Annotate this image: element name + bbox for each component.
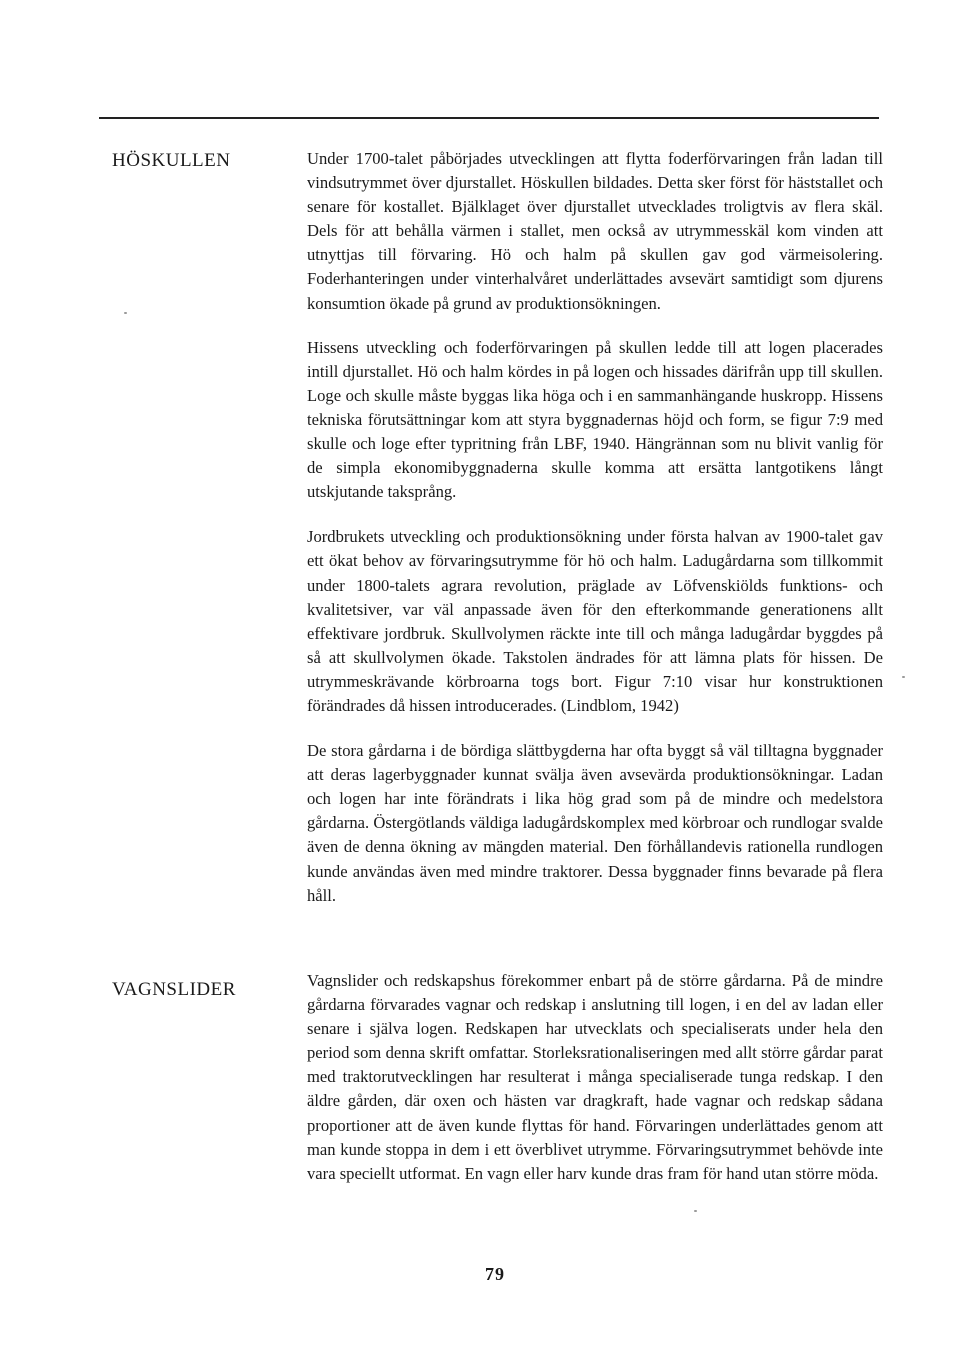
section-body-hoskullen [307, 147, 883, 908]
scan-speck [124, 312, 127, 314]
paragraph: Under 1700-talet påbörjades utvecklingen att flytta foderförvaringen från ladan till vindsutrymmet över djurstallet. Höskullen bildades. Detta sker först för häststallet och senare för kostallet. Bjälklaget över djurstallet utvecklades troligtvis av flera skäl. Dels för att behålla värmen i stallet, men också av utrymmesskäl kom vinden att utnyttjas till förvaring. Hö och halm på skullen gav god värmeisolering. Foderhanteringen under vinterhalvåret underlättades avsevärt samtidigt som djurens konsumtion ökade på grund av produktionsökningen. [307, 149, 883, 313]
paragraph: Vagnslider och redskapshus förekommer enbart på de större gårdarna. På de mindre gårdarna förvarades vagnar och redskap i anslutning till logen, i en del av ladan eller senare i själva logen. Redskapen har utvecklats och specialiserats under hela den period som denna skrift omfattar. Storleksrationaliseringen med allt större gårdar parat med traktorutvecklingen har resulterat i många specialiserade tunga redskap. I den äldre gården, där oxen och hästen var dragkraft, hade vagnar och redskap sådana proportioner att de även kunde flyttas för hand. Förvaringen underlättades genom att man kunde stoppa in dem i ett överblivet utrymme. Förvaringsutrymmet behövde inte vara speciellt utformat. En vagn eller harv kunde dras fram för hand utan större möda. [307, 971, 883, 1183]
paragraph: Hissens utveckling och foderförvaringen på skullen ledde till att logen placerades intill djurstallet. Hö och halm kördes in på logen och hissades därifrån upp till skullen. Loge och skulle måste byggas lika höga och i en sammanhängande huskropp. Hissens tekniska förutsättningar kom att styra byggnadernas höjd och form, se figur 7:9 med skulle och loge efter typritning från LBF, 1940. Hängrännan som nu blivit vanlig för de simpla ekonomibyggnaderna skulle komma att ersätta lantgotikens långt utskjutande taksprång. [307, 337, 883, 502]
section-heading-vagnslider: VAGNSLIDER [112, 979, 236, 1000]
page-number: 79 [485, 1264, 505, 1284]
section-heading-hoskullen: HÖSKULLEN [112, 150, 231, 171]
top-rule [99, 117, 879, 119]
scan-speck [694, 1210, 697, 1212]
paragraph: De stora gårdarna i de bördiga slättbygderna har ofta byggt så väl tilltagna byggnader att deras lagerbyggnader kunnat svälja även avsevärda produktionsökningar. Ladan och logen har inte förändrats i lika hög grad som på de mindre och medelstora gårdarna. Östergötlands väldiga ladugårdskomplex med körbroar och rundlogar svalde även de denna ökning av mängden material. Den förhållandevis rationella rundlogen kunde användas även med mindre traktorer. Dessa byggnader finns bevarade på flera håll. [307, 741, 883, 905]
section-body-vagnslider [307, 969, 883, 1186]
scan-speck [902, 676, 905, 678]
paragraph: Jordbrukets utveckling och produktionsökning under första halvan av 1900-talet gav ett ökat behov av förvaringsutrymme för hö och halm. Ladugårdarna som tillkommit under 1800-talets agrara revolution, präglade av Löfvenskiölds funktions- och kvalitetsiver, var väl anpassade även för den efterkommande generationens allt effektivare jordbruk. Skullvolymen räckte inte till och många ladugårdar byggdes på så att skullvolymen ökade. Takstolen ändrades för att lämna plats för hissen. De utrymmeskrävande körbroarna togs bort. Figur 7:10 visar hur konstruktionen förändrades då hissen introducerades. (Lindblom, 1942) [307, 527, 883, 715]
